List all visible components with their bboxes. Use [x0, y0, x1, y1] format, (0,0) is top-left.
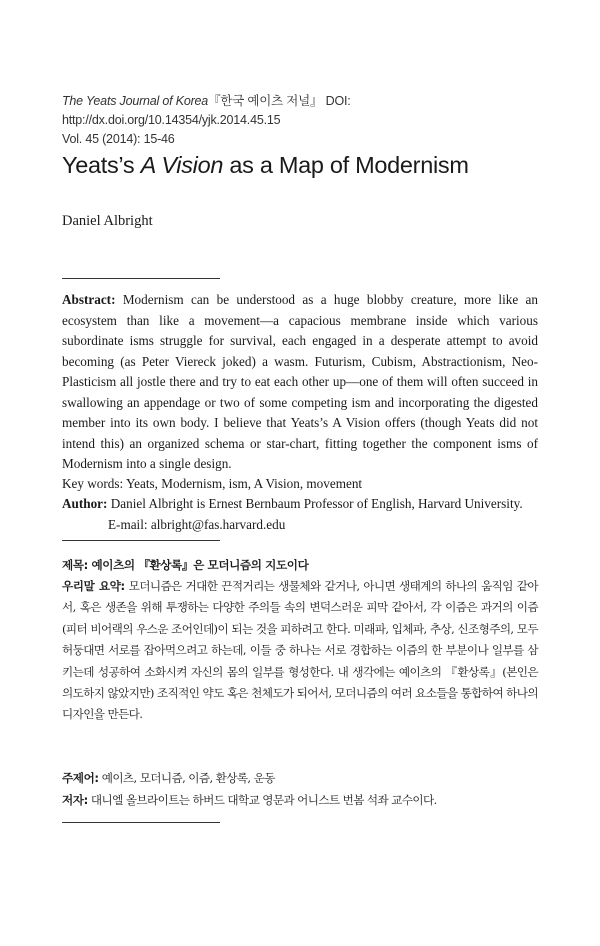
korean-title: [62, 555, 538, 576]
journal-header: [62, 92, 562, 149]
korean-author: [62, 790, 538, 811]
keywords-text: Yeats, Modernism, ism, A Vision, movement: [123, 476, 363, 491]
author-name: Daniel Albright: [62, 213, 153, 229]
journal-title-korean: 『한국 예이츠 저널』: [208, 94, 323, 108]
author-email[interactable]: E-mail: albright@fas.harvard.edu: [108, 516, 286, 532]
author-label: Author:: [62, 496, 108, 511]
journal-title: The Yeats Journal of Korea: [62, 94, 209, 108]
keywords: [62, 474, 538, 495]
article-title: [62, 152, 469, 179]
title-part-1: Yeats’s: [62, 152, 141, 178]
divider-top: [62, 278, 220, 279]
divider-middle: [62, 540, 220, 541]
korean-keywords-label: 주제어:: [62, 771, 99, 785]
divider-bottom: [62, 822, 220, 823]
author-info: [62, 494, 538, 535]
volume-info: Vol. 45 (2014): 15-46: [62, 132, 175, 146]
abstract-label: Abstract:: [62, 292, 116, 307]
korean-title-text: 예이츠의 『환상록』은 모더니즘의 지도이다: [87, 558, 309, 572]
title-part-2: as a Map of Modernism: [223, 152, 469, 178]
abstract-text: Modernism can be understood as a huge blobby creature, more like an ecosystem than like a movement—a capacious membrane inside which various subordinate isms struggle for survival, each engaged in a desperate attempt to avoid becoming (as Peter Viereck joked) a wasm. Futurism, Cubism, Abstractionism, Neo-Plasticism all jostle there and try to eat each other up—one of them will often succeed in swallowing an appendage or two of some competing ism and incorporating the digested member into its own body. I believe that Yeats’s A Vision offers (though Yeats did not intend this) an organized schema or star-chart, fitting together the component isms of Modernism into a single design.: [62, 292, 538, 471]
korean-summary-text: 모더니즘은 거대한 끈적거리는 생물체와 같거나, 아니면 생태계의 하나의 움직임 같아서, 혹은 생존을 위해 투쟁하는 다양한 주의들 속의 변덕스러운 피막 같아서, 각 이즘은 과거의 이즘(피터 비어랙의 우스운 조어인데)이 되는 것을 피하려고 한다. 미래파, 입체파, 추상, 신조형주의, 모두 허둥대면 서로를 잡아먹으려고 하는데, 이들 중 하나는 서로 경합하는 이즘의 한 부분이나 일부를 삼키는데 성공하여 소화시켜 자신의 몸의 일부를 형성한다. 내 생각에는 예이츠의 『환상록』(본인은 의도하지 않았지만) 조직적인 약도 혹은 천체도가 되어서, 모더니즘의 여러 요소들을 통합하여 하나의 디자인을 만든다.: [62, 579, 538, 722]
abstract: [62, 290, 538, 475]
keywords-label: Key words:: [62, 476, 124, 491]
korean-author-text: 대니엘 올브라이트는 하버드 대학교 영문과 어니스트 번봄 석좌 교수이다.: [87, 793, 437, 807]
korean-author-label: 저자:: [62, 793, 88, 807]
korean-keywords: [62, 768, 538, 789]
korean-summary: [62, 576, 538, 726]
korean-keywords-text: 예이츠, 모더니즘, 이즘, 환상록, 운동: [98, 771, 275, 785]
journal-citation-line: [62, 92, 562, 130]
title-italic: A Vision: [140, 152, 224, 178]
korean-title-label: 제목:: [62, 558, 88, 572]
author-affiliation-text: Daniel Albright is Ernest Bernbaum Professor of English, Harvard University.: [107, 496, 523, 511]
korean-summary-label: 우리말 요약:: [62, 579, 125, 593]
author-affiliation: [62, 494, 538, 515]
doi-link[interactable]: DOI: http://dx.doi.org/10.14354/yjk.2014.45.15: [62, 94, 351, 127]
